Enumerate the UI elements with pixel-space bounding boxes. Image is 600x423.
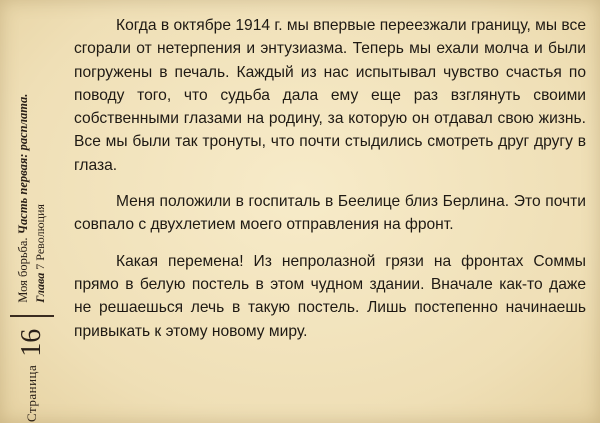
book-title: Моя борьба. bbox=[16, 237, 30, 303]
side-header-rotated bbox=[2, 2, 62, 422]
chapter-label: Глава bbox=[33, 272, 47, 303]
chapter-number: 7 bbox=[33, 263, 47, 270]
chapter-line bbox=[33, 94, 48, 303]
book-line bbox=[16, 94, 31, 303]
paragraph-2: Меня положили в госпиталь в Беелице близ Берлина. Это почти совпало с двухлетием моего отправления на фронт. bbox=[74, 193, 586, 234]
side-header bbox=[0, 0, 64, 423]
header-divider bbox=[10, 315, 54, 317]
part-title: Часть первая: расплата. bbox=[16, 93, 30, 235]
chapter-title: Революция bbox=[33, 204, 47, 261]
body-text bbox=[74, 14, 586, 356]
book-info bbox=[16, 94, 48, 303]
paragraph-3: Какая перемена! Из непролазной грязи на фронтах Соммы прямо в белую постель в этом чудном здании. Вначале как-то даже не решаешься лечь в такую постель. Лишь постепенно начинаешь привыкать к этому новому миру. bbox=[74, 252, 586, 340]
page-label: Страница bbox=[24, 364, 39, 422]
page-number: 16 bbox=[16, 328, 47, 357]
paragraph-1: Когда в октябре 1914 г. мы впервые переезжали границу, мы все сгорали от нетерпения и энтузиазма. Теперь мы ехали молча и были погружены в печаль. Каждый из нас испытывал чувство счастья по поводу того, что судьба дала ему еще раз взглянуть своими собственными глазами на родину, за которую он отдавал свою жизнь. Все мы были так тронуты, что почти стыдились смотреть друг другу в глаза. bbox=[74, 17, 586, 174]
